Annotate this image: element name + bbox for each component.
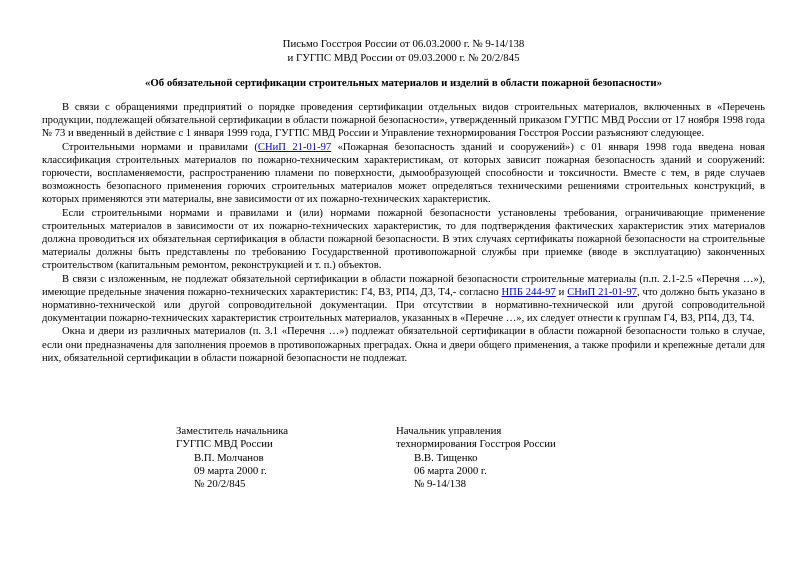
signature-right-date: 06 марта 2000 г. xyxy=(414,464,487,477)
paragraph-4-and: и xyxy=(555,286,568,298)
signature-left-position-2: ГУГПС МВД России xyxy=(176,438,273,451)
signature-left-name: В.П. Молчанов xyxy=(194,451,264,464)
signature-right xyxy=(396,425,556,491)
paragraph-2 xyxy=(42,141,765,207)
signature-right-position-2: технормирования Госстроя России xyxy=(396,438,556,451)
document-title: «Об обязательной сертификации строительных материалов и изделий в области пожарной безопасности» xyxy=(145,77,662,89)
link-npb-244-97[interactable]: НПБ 244-97 xyxy=(501,286,556,298)
paragraph-4 xyxy=(42,273,765,326)
signature-right-number: № 9-14/138 xyxy=(414,478,466,491)
document-header xyxy=(0,38,807,65)
signature-right-name: В.В. Тищенко xyxy=(414,451,478,464)
paragraph-2-rest: «Пожарная безопасность зданий и сооружений») с 01 января 1998 года введена новая классификация строительных материалов по пожарно-техническим характеристикам, от которых зависит пожарная безопасность зданий и сооружений: горючести, воспламеняемости, распространению пламени по поверхности, дымообразующей способности и токсичности. Вместе с тем, в ряде случаев возможность безопасного применения горючих строительных материалов может определяться техническими решениями строительных конструкций, в которых применяются эти материалы, вне зависимости от их пожарно-технических характеристик. xyxy=(42,141,765,206)
header-line-2: и ГУГПС МВД России от 09.03.2000 г. № 20/2/845 xyxy=(287,51,520,64)
signature-left xyxy=(176,425,288,491)
paragraph-3: Если строительными нормами и правилами и (или) нормами пожарной безопасности установлены требования, ограничивающие применение строительных материалов в зависимости от их пожарно-технических характеристик, то для подтверждения фактических характеристик этих материалов должна проводиться их обязательная сертификация в области пожарной безопасности. В этих случаях сертификаты пожарной безопасности на строительные материалы должны быть представлены по требованию Государственной противопожарной службы при приемке (вводе в эксплуатацию) законченных строительством (капитальным ремонтом, реконструкцией и т. п.) объектов. xyxy=(42,207,765,272)
paragraph-5: Окна и двери из различных материалов (п. 3.1 «Перечня …») подлежат обязательной сертификации в области пожарной безопасности только в случае, если они предназначены для заполнения проемов в противопожарных преградах. Окна и двери общего применения, а также профили и крепежные детали для них, обязательной сертификации в области пожарной безопасности не подлежат. xyxy=(42,326,765,364)
paragraph-2-start: Строительными нормами и правилами ( xyxy=(62,141,258,153)
signature-left-position-1: Заместитель начальника xyxy=(176,425,289,437)
paragraph-4-rest: , что должно быть указано в нормативно-технической или другой сопроводительной документации. При отсутствии в нормативно-технической или другой сопроводительной документации пожарно-технических характеристик строительных материалов, указанных в «Перечне …», их следует отнести к группам Г4, В3, РП4, Д3, Т4. xyxy=(42,286,766,325)
paragraph-4-start: В связи с изложенным, не подлежат обязательной сертификации в области пожарной безопасности строительные материалы (п.п. 2.1-2.5 «Перечня …»), имеющие предельные значения пожарно-технических характеристик: Г4, В3, РП4, Д3, Т4,- согласно xyxy=(42,273,765,298)
link-snip-21-01-97[interactable]: СНиП 21-01-97 xyxy=(257,141,332,153)
signature-left-number: № 20/2/845 xyxy=(194,478,246,491)
document-body xyxy=(42,101,765,365)
link-snip-21-01-97-second[interactable]: СНиП 21-01-97 xyxy=(567,286,637,298)
signature-right-position-1: Начальник управления xyxy=(396,425,502,437)
signature-left-date: 09 марта 2000 г. xyxy=(194,464,267,477)
paragraph-1: В связи с обращениями предприятий о порядке проведения сертификации отдельных видов строительных материалов, включенных в «Перечень продукции, подлежащей обязательной сертификации в области пожарной безопасности», утвержденный приказом ГУГПС МВД России от 17 ноября 1998 года № 73 и введенный в действие с 1 января 1999 года, ГУГПС МВД России и Управление технормирования Госстроя России разъясняют следующее. xyxy=(42,102,765,140)
header-line-1: Письмо Госстроя России от 06.03.2000 г. № 9-14/138 xyxy=(282,38,525,50)
